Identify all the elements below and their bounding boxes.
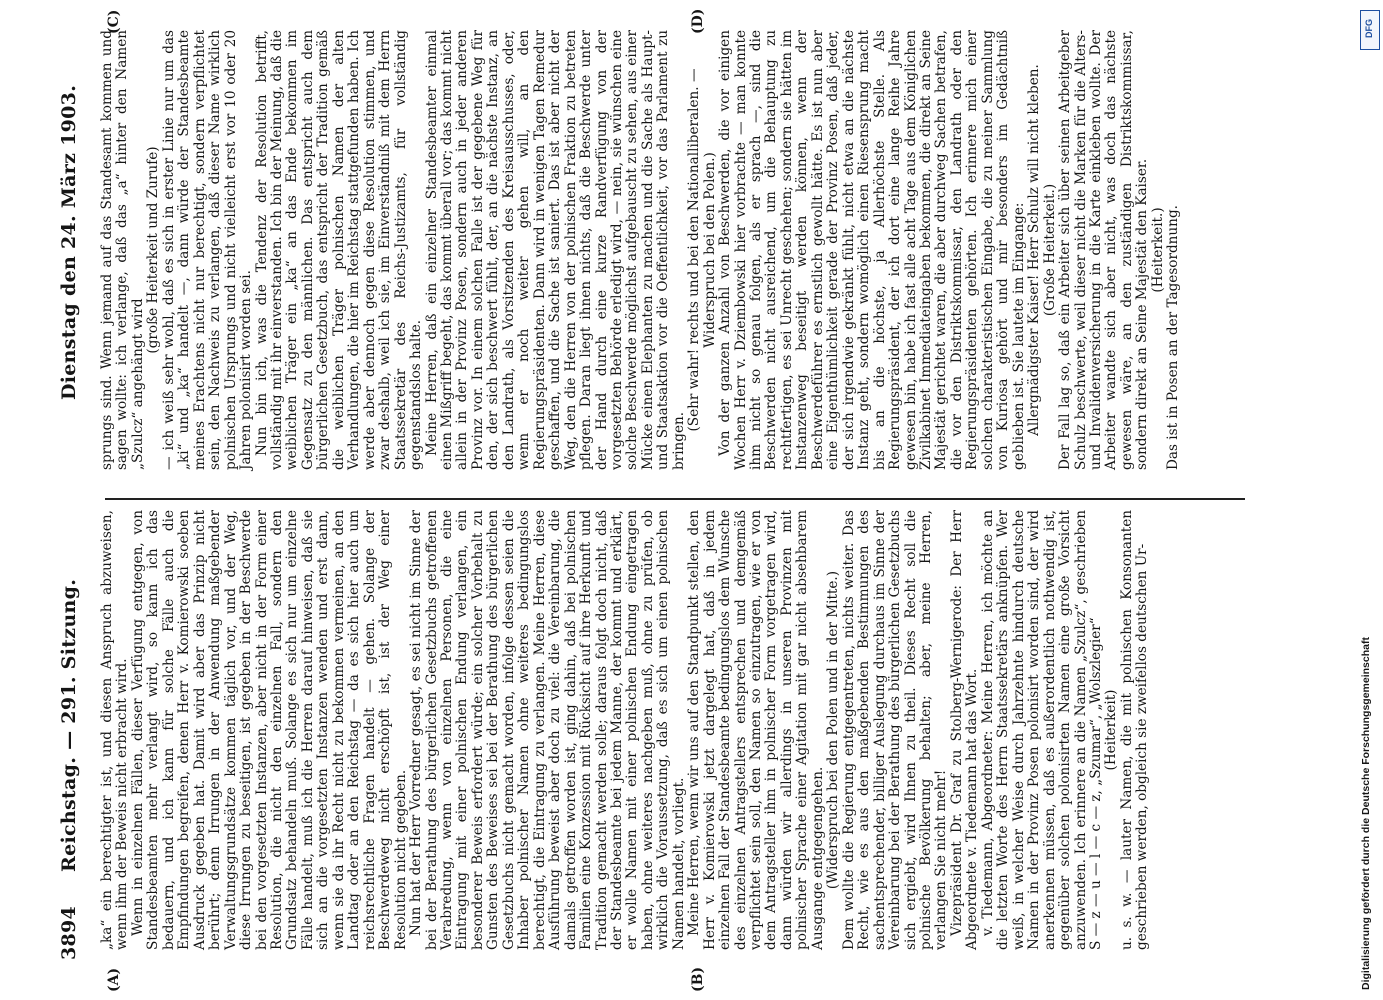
paragraph: Nun bin ich, was die Tendenz der Resolution betrifft, vollständig mit ihr einverstanden. Ich bin der Meinung, daß die weiblichen Träger ein „ka“ an das Ende bekommen im Gegensatz zu den männlichen. Das entspricht auch dem bürgerlichen Gesetzbuch, das entspricht der Tradition gemäß die weiblichen Träger polnischen Namen der alten Verhandlungen, die hier im Reichstag stattgefunden haben. Ich werde aber dennoch gegen diese Resolution stimmen, und zwar deshalb, weil ich sie, im Einverständniß mit dem Herrn Staatssekretär des Reichs-Justizamts, für vollständig gegenstandslos halte. bbox=[253, 30, 425, 470]
margin-mark-d: (D) bbox=[690, 8, 706, 34]
digitization-credit: Digitalisierung gefördert durch die Deutsche Forschungsgemeinschaft bbox=[1360, 637, 1372, 990]
left-column bbox=[100, 510, 1151, 950]
quotation: Allergnädigster Kaiser! Herr Schulz will nicht kleben. bbox=[1026, 64, 1043, 436]
margin-mark-a: (A) bbox=[106, 967, 122, 992]
speaker-note: Vizepräsident Dr. Graf zu Stolberg-Wernigerode: Der Herr Abgeordnete v. Tiedemann hat das Wort. bbox=[948, 510, 981, 950]
interjection: (Große Heiterkeit.) bbox=[1041, 183, 1058, 317]
paragraph: Wenn in einzelnen Fällen, dieser Verfügung entgegen, von Standesbeamten mehr verlangt wird, so kann ich das bedauern, und ich kann für solche Fälle auch die Empfindungen begreifen, denen Herr v. Komierowski soeben Ausdruck gegeben hat. Damit wird aber das Prinzip nicht berührt; denn Irrungen in der Anwendung maßgebender Verwaltungsgrundsätze kommen täglich vor, und der Weg, diese Irrungen zu beseitigen, ist gegeben in der Beschwerde bei den vorgesetzten Instanzen, aber nicht in der Form einer Resolution, die nicht den einzelnen Fall, sondern den Grundsatz behandeln muß. Solange es sich nur um einzelne Fälle handelt, muß ich die Herren darauf hinweisen, daß sie sich an die vorgesetzten Instanzen wenden und erst dann, wenn sie da ihr Recht nicht zu bekommen vermeinen, an den Landtag oder an den Reichstag — da es sich hier auch um reichsrechtliche Fragen handelt — gehen. Solange der Beschwerdeweg nicht erschöpft ist, ist der Weg einer Resolution nicht gegeben. bbox=[129, 510, 409, 950]
page-header bbox=[52, 30, 86, 960]
interjection: (Heiterkeit) bbox=[1103, 689, 1120, 771]
interjection: (große Heiterkeit und Zurufe) bbox=[145, 146, 162, 354]
margin-mark-c: (C) bbox=[106, 9, 122, 34]
dfg-logo: DFG bbox=[1360, 10, 1380, 50]
paragraph: — ich weiß sehr wohl, daß es sich in erster Linie nur um das „ki“ und „ka“ handelt —, dann würde der Standesbeamte meines Erachtens nicht nur berechtigt, sondern verpflichtet sein, den Nachweis zu verlangen, daß dieser Name wirklich polnischen Ursprungs und nicht vielleicht erst vor 10 oder 20 Jahren polonisirt worden sei. bbox=[160, 30, 255, 470]
paragraph: Das ist in Posen an der Tagesordnung. bbox=[1165, 205, 1182, 470]
column-divider bbox=[105, 498, 1245, 500]
paragraph: „ka“ ein berechtigter ist, und diesen Anspruch abzuweisen, wenn ihm der Beweis nicht erbracht wird. bbox=[99, 510, 131, 950]
paragraph: Dem wollte die Regierung entgegentreten, nichts weiter. Das Recht, wie es aus den maßgebenden Bestimmungen des sachentsprechender, billiger Auslegung durchaus im Sinne der Vereinbarung bei der Berathung des bürgerlichen Gesetzbuchs sich ergiebt, wird Ihnen zu theil. Dieses Recht soll die polnische Bevölkerung behalten; aber, meine Herren, verlangen Sie nicht mehr! bbox=[840, 510, 950, 950]
header-date: Dienstag den 24. März 1903. bbox=[58, 84, 80, 400]
paragraph: u. s. w. — lauter Namen, die mit polnischen Konsonanten geschrieben werden, obgleich sie zweifellos deutschen Ur- bbox=[1118, 510, 1151, 950]
interjection: (Heiterkeit.) bbox=[1149, 207, 1166, 293]
margin-mark-b: (B) bbox=[690, 966, 706, 992]
header-left-title: Reichstag. — 291. Sitzung. bbox=[58, 578, 80, 872]
paragraph: Meine Herren, daß ein einzelner Standesbeamter einmal einen Mißgriff begeht, das kommt überall vor; das kommt nicht allein in der Provinz Posen, sondern auch in jeder anderen Provinz vor. In einem solchen Falle ist der gegebene Weg für den, der sich beschwert fühlt, der, an die nächste Instanz, an den Landrath, als Vorsitzenden des Kreisausschusses, oder, wenn er noch weiter gehen will, an den Regierungspräsidenten. Dann wird in wenigen Tagen Remedur geschaffen, und die Sache ist saniert. Das ist aber nicht der Weg, den die Herren von der polnischen Fraktion zu betreten pflegen. Daran liegt ihnen nichts, daß die Beschwerde unter der Hand durch eine kurze Randverfügung von der vorgesetzten Behörde erledigt wird, — nein, sie wünschen eine solche Beschwerde möglichst aufgebauscht zu sehen, aus einer Mücke einen Elephanten zu machen und die Sache als Haupt- und Staatsaktion vor die Oeffentlichkeit, vor das Parlament zu bringen. bbox=[423, 30, 687, 470]
digitization-footer bbox=[1360, 10, 1380, 990]
interjection: (Widerspruch bei den Polen und in der Mitte.) bbox=[825, 570, 842, 890]
right-column bbox=[100, 30, 1182, 470]
paragraph: Meine Herren, wenn wir uns auf den Standpunkt stellen, den Herr v. Komierowski jetzt dargelegt hat, daß in jedem einzelnen Fall der Standesbeamte bedingungslos dem Wunsche des einzelnen Antragstellers entsprechen und demgemäß verpflichtet sein soll, den Namen so einzutragen, wie er von dem Antragsteller ihm in polnischer Form vorgetragen wird, dann würden wir allerdings in unseren Provinzen mit polnischer Sprache einer Agitation mit gar nicht absehbarem Ausgange entgegengehen. bbox=[686, 510, 826, 950]
page-number: 3894 bbox=[58, 905, 80, 960]
paragraph: Der Fall lag so, daß ein Arbeiter sich über seinen Arbeitgeber Schulz beschwerte, weil dieser nicht die Marken für die Alters- und Invalidenversicherung in die Karte einkleben wollte. Der Arbeiter wandte sich aber nicht, was doch das nächste gewesen wäre, an den zuständigen Distriktskommissar, sondern direkt an Seine Majestät den Kaiser. bbox=[1057, 30, 1151, 470]
interjection: (Sehr wahr! rechts und bei den Nationalliberalen. — Widerspruch bei den Polen.) bbox=[686, 68, 718, 432]
paragraph: v. Tiedemann, Abgeordneter: Meine Herren, ich möchte an die letzten Worte des Herrn Staatssekretärs anknüpfen. Wer weiß, in welcher Weise durch Jahrzehnte hindurch deutsche Namen in der Provinz Posen polonisirt worden sind, der wird anerkennen müssen, daß es außerordentlich nothwendig ist, gegenüber solchen polonisirten Namen eine große Vorsicht anzuwenden. Ich erinnere an die Namen „Szulcz“, geschrieben S — z — u — l — c — z, „Szumar“, „Wolszlegier“ bbox=[979, 510, 1104, 950]
paragraph: sprungs sind. Wenn jemand auf das Standesamt kommen und sagen wollte: ich verlange, daß das „a“ hinter den Namen „Szulcz“ angehängt wird bbox=[99, 30, 146, 470]
paragraph: Von der ganzen Anzahl von Beschwerden, die vor einigen Wochen Herr v. Dziembowski hier vorbrachte — man konnte ihm nicht so genau folgen, als er sprach —, sind die Beschwerden nicht ausreichend, um die Behauptung zu rechtfertigen, es sei Unrecht geschehen; sondern sie hätten im Instanzenweg beseitigt werden können, wenn der Beschwerdeführer es ernstlich gewollt hätte. Es ist nun aber eine Eigenthümlichkeit gerade der Provinz Posen, daß jeder, der sich irgendwie gekränkt fühlt, nicht etwa an die nächste Instanz geht, sondern womöglich einen Riesensprung macht bis an die höchste, ja Allerhöchste Stelle. Als Regierungspräsident, der ich dort eine lange Reihe Jahre gewesen bin, habe ich fast alle acht Tage aus dem Königlichen Zivilkabinet Immediateingaben bekommen, die direkt an Seine Majestät gerichtet waren, die aber durchweg Sachen betrafen, die vor den Distriktskommissar, den Landrath oder den Regierungspräsidenten gehörten. Ich erinnere mich einer solchen charakteristischen Eingabe, die zu meiner Sammlung von Kuriosa gehört und mir besonders im Gedächtniß geblieben ist. Sie lautete im Eingange: bbox=[717, 30, 1027, 470]
paragraph: Nun hat der Herr Vorredner gesagt, es sei nicht im Sinne der bei der Berathung des bürgerlichen Gesetzbuchs getroffenen Verabredung, wenn von einzelnen Personen, die eine Eintragung mit einer polnischen Endung verlangen, ein besonderer Beweis erfordert würde; ein solcher Vorbehalt zu Gunsten des Beweises sei bei der Berathung des bürgerlichen Gesetzbuchs nicht gemacht worden, infolge dessen seien die Inhaber polnischer Namen ohne weiteres bedingungslos berechtigt, die Eintragung zu verlangen. Meine Herren, diese Ausführung beweist aber doch zu viel: die Vereinbarung, die damals getroffen worden ist, ging dahin, daß bei polnischen Familien eine Konzession mit Rücksicht auf ihre Herkunft und Tradition gemacht werden solle; daraus folgt doch nicht, daß der Standesbeamte bei jedem Manne, der kommt und erklärt, er wolle Namen mit einer polnischen Endung eingetragen haben, ohne weiteres nachgeben muß, ohne zu prüfen, ob wirklich die Voraussetzung, daß es sich um einen polnischen Namen handelt, vorliegt. bbox=[408, 510, 687, 950]
